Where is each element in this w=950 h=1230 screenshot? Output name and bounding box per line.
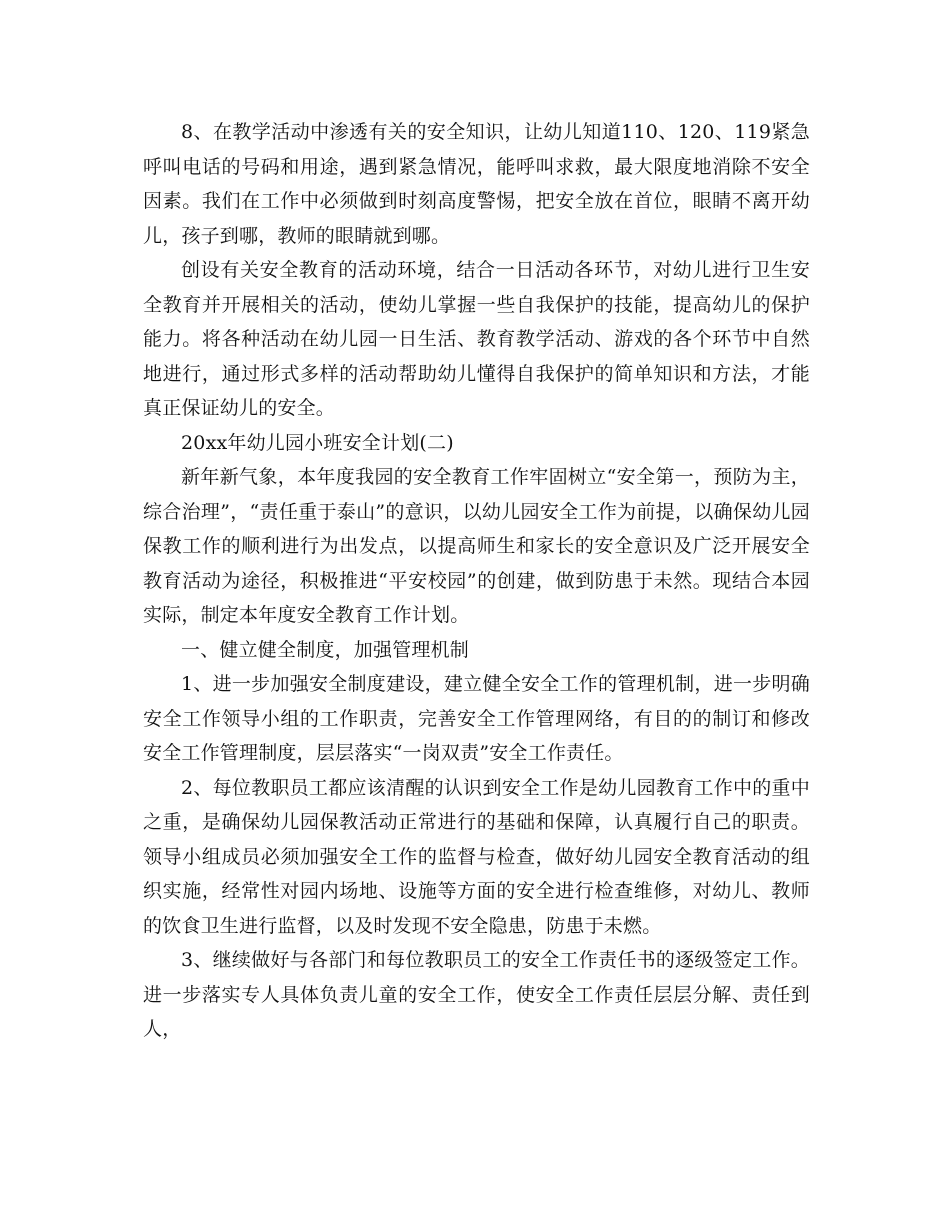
- document-body: [143, 115, 810, 1047]
- section-heading-system: 一、健立健全制度，加强管理机制: [181, 638, 470, 661]
- paragraph-emergency-numbers: 8、在教学活动中渗透有关的安全知识，让幼儿知道110、120、119紧急呼叫电话的号码和用途，遇到紧急情况，能呼叫求救，最大限度地消除不安全因素。我们在工作中必须做到时刻高度警惕，把安全放在首位，眼睛不离开幼儿，孩子到哪，教师的眼睛就到哪。: [143, 121, 810, 247]
- section-title: 20xx年幼儿园小班安全计划(二): [181, 431, 454, 454]
- paragraph-item-1: 1、进一步加强安全制度建设，建立健全安全工作的管理机制，进一步明确安全工作领导小组的工作职责，完善安全工作管理网络，有目的的制订和修改安全工作管理制度，层层落实“一岗双责”安全工作责任。: [143, 673, 810, 764]
- paragraph-item-3: 3、继续做好与各部门和每位教职员工的安全工作责任书的逐级签定工作。进一步落实专人具体负责儿童的安全工作，使安全工作责任层层分解、责任到人，: [143, 949, 810, 1040]
- paragraph-new-year-plan: 新年新气象，本年度我园的安全教育工作牢固树立“安全第一，预防为主，综合治理”，“责任重于泰山”的意识，以幼儿园安全工作为前提，以确保幼儿园保教工作的顺利进行为出发点，以提高师生和家长的安全意识及广泛开展安全教育活动为途径，积极推进“平安校园”的创建，做到防患于未然。现结合本园实际，制定本年度安全教育工作计划。: [143, 466, 810, 626]
- paragraph-item-2: 2、每位教职员工都应该清醒的认识到安全工作是幼儿园教育工作中的重中之重，是确保幼儿园保教活动正常进行的基础和保障，认真履行自己的职责。领导小组成员必须加强安全工作的监督与检查，做好幼儿园安全教育活动的组织实施，经常性对园内场地、设施等方面的安全进行检查维修，对幼儿、教师的饮食卫生进行监督，以及时发现不安全隐患，防患于未燃。: [143, 776, 810, 937]
- paragraph-safety-environment: 创设有关安全教育的活动环境，结合一日活动各环节，对幼儿进行卫生安全教育并开展相关的活动，使幼儿掌握一些自我保护的技能，提高幼儿的保护能力。将各种活动在幼儿园一日生活、教育教学活动、游戏的各个环节中自然地进行，通过形式多样的活动帮助幼儿懂得自我保护的简单知识和方法，才能真正保证幼儿的安全。: [143, 259, 810, 419]
